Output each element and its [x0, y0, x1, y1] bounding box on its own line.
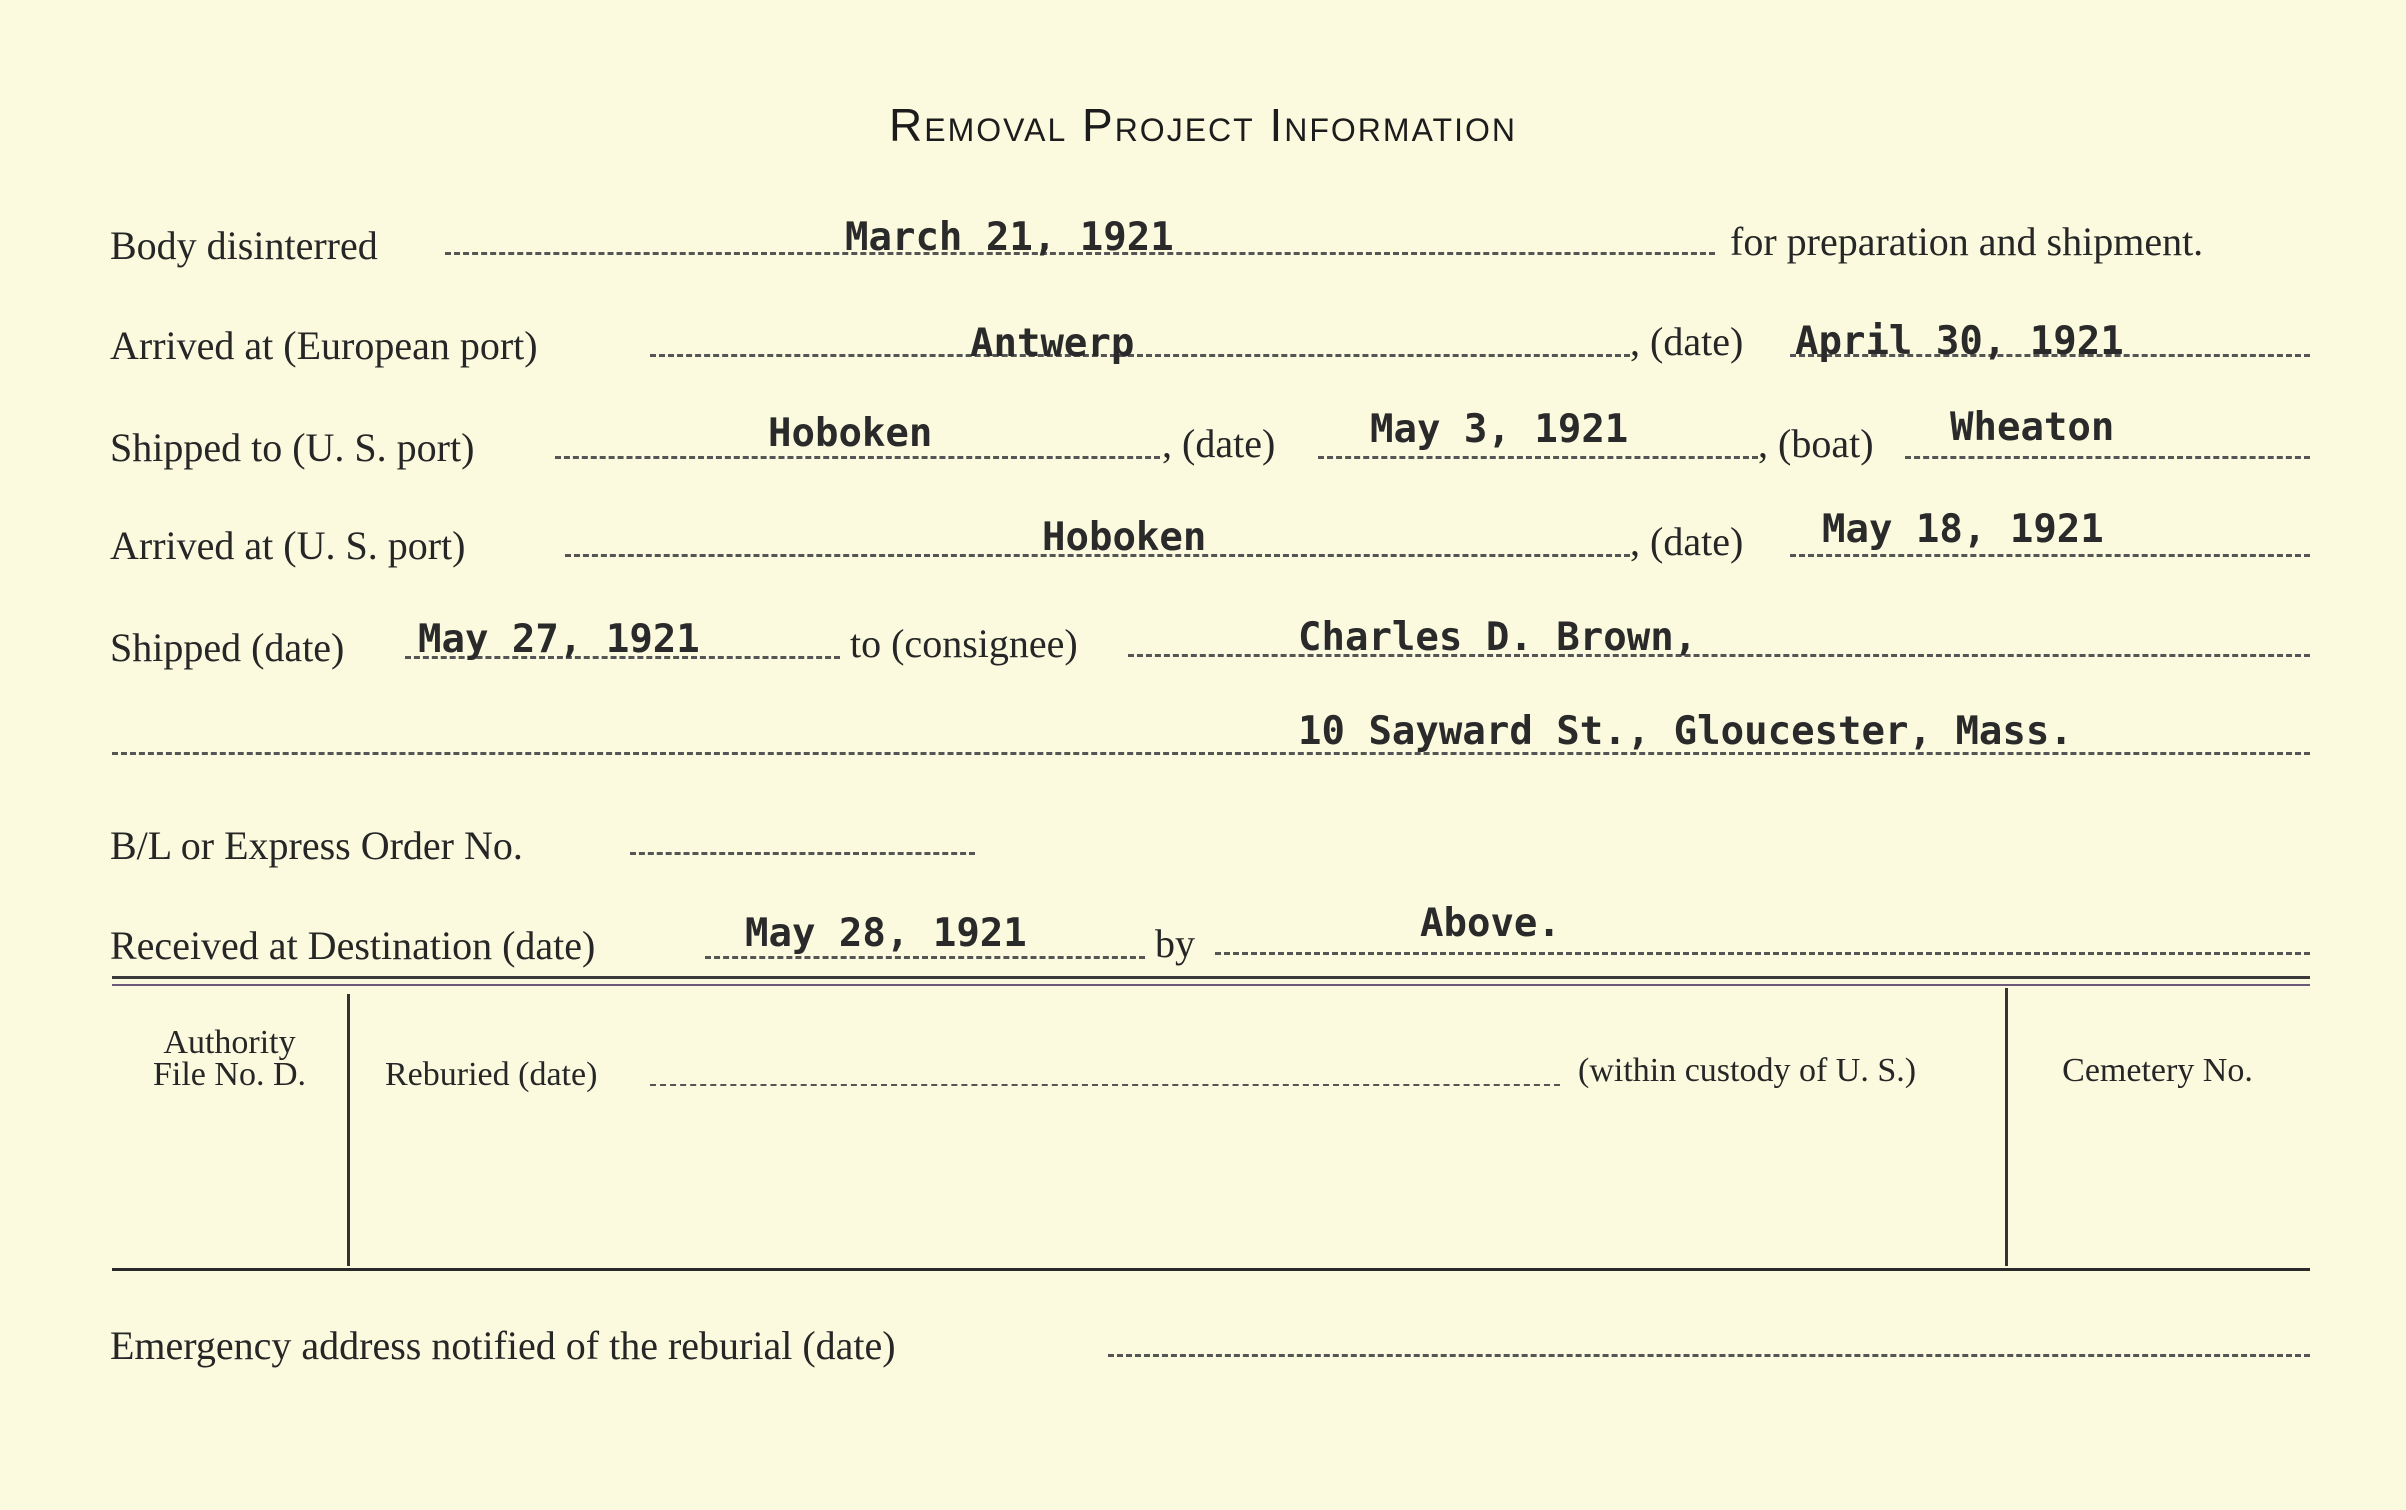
shipped-label: Shipped (date) [110, 625, 345, 670]
arrived-us-date-line [1790, 554, 2310, 557]
shipped-us-boat-value: Wheaton [1950, 405, 2115, 450]
bl-line [630, 852, 975, 855]
custody-label: (within custody of U. S.) [1578, 1052, 1917, 1089]
consignee-value: Charles D. Brown, [1298, 615, 1698, 660]
arrived-us-date-value: May 18, 1921 [1822, 507, 2104, 552]
page-title: Removal Project Information [889, 99, 1517, 151]
table-divider-right [2005, 988, 2008, 1266]
authority-label-1: Authority [163, 1024, 296, 1061]
emergency-label: Emergency address notified of the reburial (date) [110, 1323, 896, 1368]
disinterred-suffix: for preparation and shipment. [1730, 219, 2204, 264]
arrived-european-label: Arrived at (European port) [110, 323, 538, 368]
reburied-label: Reburied (date) [385, 1056, 598, 1093]
received-date-line [705, 956, 1145, 959]
shipped-us-line [555, 456, 1160, 459]
received-by-line [1215, 952, 2310, 955]
shipped-us-date-value: May 3, 1921 [1370, 407, 1629, 452]
arrived-european-date-label: , (date) [1630, 319, 1744, 364]
received-by-value: Above. [1420, 901, 1561, 946]
disinterred-value: March 21, 1921 [845, 215, 1174, 260]
received-label: Received at Destination (date) [110, 923, 596, 968]
arrived-european-date-value: April 30, 1921 [1795, 319, 2124, 364]
address-value: 10 Sayward St., Gloucester, Mass. [1298, 709, 2073, 754]
shipped-us-date-label: , (date) [1162, 421, 1276, 466]
consignee-label: to (consignee) [850, 621, 1078, 666]
shipped-us-label: Shipped to (U. S. port) [110, 425, 475, 470]
bl-label: B/L or Express Order No. [110, 823, 523, 868]
arrived-us-label: Arrived at (U. S. port) [110, 523, 466, 568]
received-date-value: May 28, 1921 [745, 911, 1027, 956]
received-by-label: by [1155, 921, 1195, 966]
cemetery-label: Cemetery No. [2062, 1052, 2253, 1089]
shipped-date-value: May 27, 1921 [418, 617, 700, 662]
arrived-european-line [650, 354, 1630, 357]
shipped-us-value: Hoboken [768, 411, 933, 456]
shipped-us-boat-line [1905, 456, 2310, 459]
table-top-rule-2 [112, 984, 2310, 986]
arrived-us-value: Hoboken [1042, 515, 1207, 560]
arrived-us-date-label: , (date) [1630, 519, 1744, 564]
shipped-us-boat-label: , (boat) [1758, 421, 1874, 466]
authority-label-2: File No. D. [153, 1056, 306, 1093]
table-bottom-rule [112, 1268, 2310, 1271]
disinterred-label: Body disinterred [110, 223, 378, 268]
emergency-line [1108, 1354, 2310, 1357]
table-top-rule [112, 976, 2310, 979]
reburied-line [650, 1084, 1560, 1086]
table-divider-left [347, 994, 350, 1266]
shipped-us-date-line [1318, 456, 1758, 459]
arrived-european-value: Antwerp [970, 321, 1135, 366]
